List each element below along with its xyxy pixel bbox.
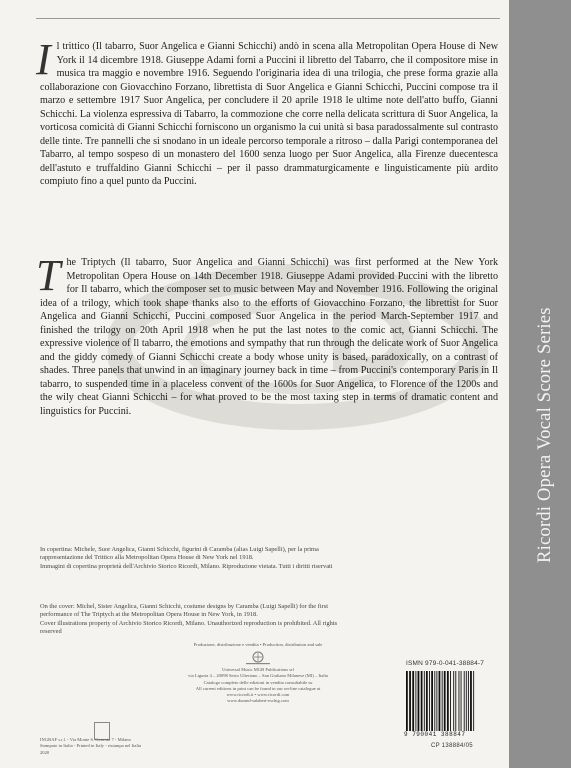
credit-line: Immagini di copertina proprietà dell'Archivio Storico Ricordi, Milano. Riproduzione vietata. Tutti i diritti riservati (40, 562, 333, 570)
barcode-bar (461, 671, 462, 731)
barcode-bar (434, 671, 435, 731)
barcode (404, 671, 496, 731)
english-body: he Triptych (Il tabarro, Suor Angelica and Gianni Schicchi) was first performed at the New York Metropolitan Opera House on 14th December 1918. Giuseppe Adami provided Puccini with the libretto for Il tabarro, which the composer set to music between May and November 1916. Following the original idea of a trilogy, which took shape thanks also to the efforts of Giovacchino Forzano, the librettist for Suor Angelica and Gianni Schicchi, Puccini composed Suor Angelica in the period March-September 1917 and finished the trilogy on 20th April 1918 when he put the last notes to the comic act, Gianni Schicchi. The expressive violence of Il tabarro, the emotions and sympathy that run through the delicate work of Suor Angelica and the giddy comedy of Gianni Schicchi create a body whose unity is based, paradoxically, on a contrast of shades. Three panels that unwind in an imaginary journey back in time – from Puccini's contemporary Paris in Il tabarro, to suspended time in a placeless convent of the 1600s for Suor Angelica, to Florence of the 1200s and the wily cheat Gianni Schicchi – for what proved to be the most taxing step in terms of dramatic content and linguistics for Puccini. (40, 257, 498, 418)
credit-line: On the cover: Michel, Sister Angelica, Gianni Schicchi, costume designs by Caramba (Luigi Sapelli) for the first performance of The Triptych at the Metropolitan Opera House in New York, in 1918. (40, 603, 329, 619)
english-dropcap: T (36, 251, 61, 300)
barcode-bar (426, 671, 428, 731)
barcode-bar (439, 671, 441, 731)
barcode-bar (466, 671, 467, 731)
publisher-line: www.durand-salabert-eschig.com (227, 698, 289, 704)
barcode-bar (431, 671, 433, 731)
barcode-bar (412, 671, 414, 731)
publisher-line: Catalogo completo delle edizioni in vendita consultabile su (203, 679, 313, 685)
italian-description (36, 35, 498, 189)
barcode-bar (406, 671, 408, 731)
barcode-bar (424, 671, 425, 731)
barcode-bar (470, 671, 472, 731)
barcode-bar (459, 671, 460, 731)
barcode-bar (442, 671, 443, 731)
barcode-bar (421, 671, 423, 731)
printer-line: INGRAF s.r.l. - Via Monte S. Genesio 7 - Milano (40, 737, 131, 742)
barcode-bar (450, 671, 451, 731)
barcode-bar (444, 671, 446, 731)
catalog-code: CP 138884/05 (431, 743, 473, 749)
barcode-bar (464, 671, 465, 731)
barcode-bar (415, 671, 416, 731)
publisher-line: Produzione, distribuzione e vendita • Production, distribution and sale (193, 642, 323, 647)
publisher-line: All current editions in print can be found in our on-line catalogue at (195, 685, 321, 691)
barcode-bar (429, 671, 430, 731)
italian-body: l trittico (Il tabarro, Suor Angelica e Gianni Schicchi) andò in scena alla Metropolitan Opera House di New York il 14 dicembre 1918. Giuseppe Adami fornì a Puccini il libretto del Tabarro, che il compositore mise in musica tra maggio e novembre 1916. Seguendo l'originaria idea di una trilogia, che prese forma grazie alla collaborazione con Giovacchino Forzano, librettista di Suor Angelica e Gianni Schicchi, Puccini compose tra il marzo e settembre 1917 Suor Angelica, per concludere il 20 aprile 1918 le ultime note dell'atto buffo, Gianni Schicchi. La violenza espressiva di Tabarro, la commozione che corre nella delicata scrittura di Suor Angelica, la vorticosa comicità di Gianni Schicchi forniscono un organismo la cui unità si basa paradossalmente sul contrasto delle tinte. Tre pannelli che si snodano in un ideale percorso temporale a ritroso – dalla Parigi contemporanea del Tabarro, al tempo sospeso di un monastero del 1600 senza luogo per Suor Angelica, alla Firenze duecentesca dell'astuto e truffaldino Gianni Schicchi – per il passo drammaturgicamente e linguisticamente più ardito compiuto fino a quel punto da Puccini. (40, 41, 498, 188)
publisher-info (138, 642, 378, 704)
barcode-bar (453, 671, 454, 731)
universal-music-logo (228, 651, 288, 665)
printer-info (40, 737, 150, 756)
top-rule (36, 18, 500, 19)
publisher-line: www.ricordi.it • www.ricordi.com (226, 692, 290, 698)
barcode-bar (447, 671, 449, 731)
italian-dropcap: I (36, 35, 51, 84)
barcode-digits: 9 790041 388847 (404, 731, 466, 738)
english-description (36, 251, 498, 419)
publisher-line: Universal Music MGB Publications srl (222, 667, 294, 673)
credit-line: Cover illustrations property of Archivio Storico Ricordi, Milano. Unauthorized reproduction is prohibited. All rights reserved (40, 619, 338, 635)
barcode-bar (455, 671, 456, 731)
barcode-bar (409, 671, 411, 731)
printer-line: Stampato in Italia - Printed in Italy - ristampa nel Italia 2020 (40, 743, 142, 755)
credit-line: In copertina: Michele, Suor Angelica, Gianni Schicchi, figurini di Caramba (alias Luigi Sapelli), per la prima rappresentazione del Trittico alla Metropolitan Opera House di New York nel 1918. (40, 546, 319, 562)
publisher-line: via Liguria 4 – 20098 Sesto Ulteriano – San Giuliano Milanese (MI) – Italia (188, 673, 328, 679)
ismn-code: ISMN 979-0-041-38884-7 (406, 660, 485, 667)
cover-credits-english (40, 603, 340, 636)
spine-title: Ricordi Opera Vocal Score Series (534, 307, 555, 563)
barcode-bar (473, 671, 474, 731)
barcode-bar (418, 671, 420, 731)
cover-credits-italian (40, 546, 340, 571)
barcode-bar (436, 671, 437, 731)
barcode-bar (468, 671, 469, 731)
